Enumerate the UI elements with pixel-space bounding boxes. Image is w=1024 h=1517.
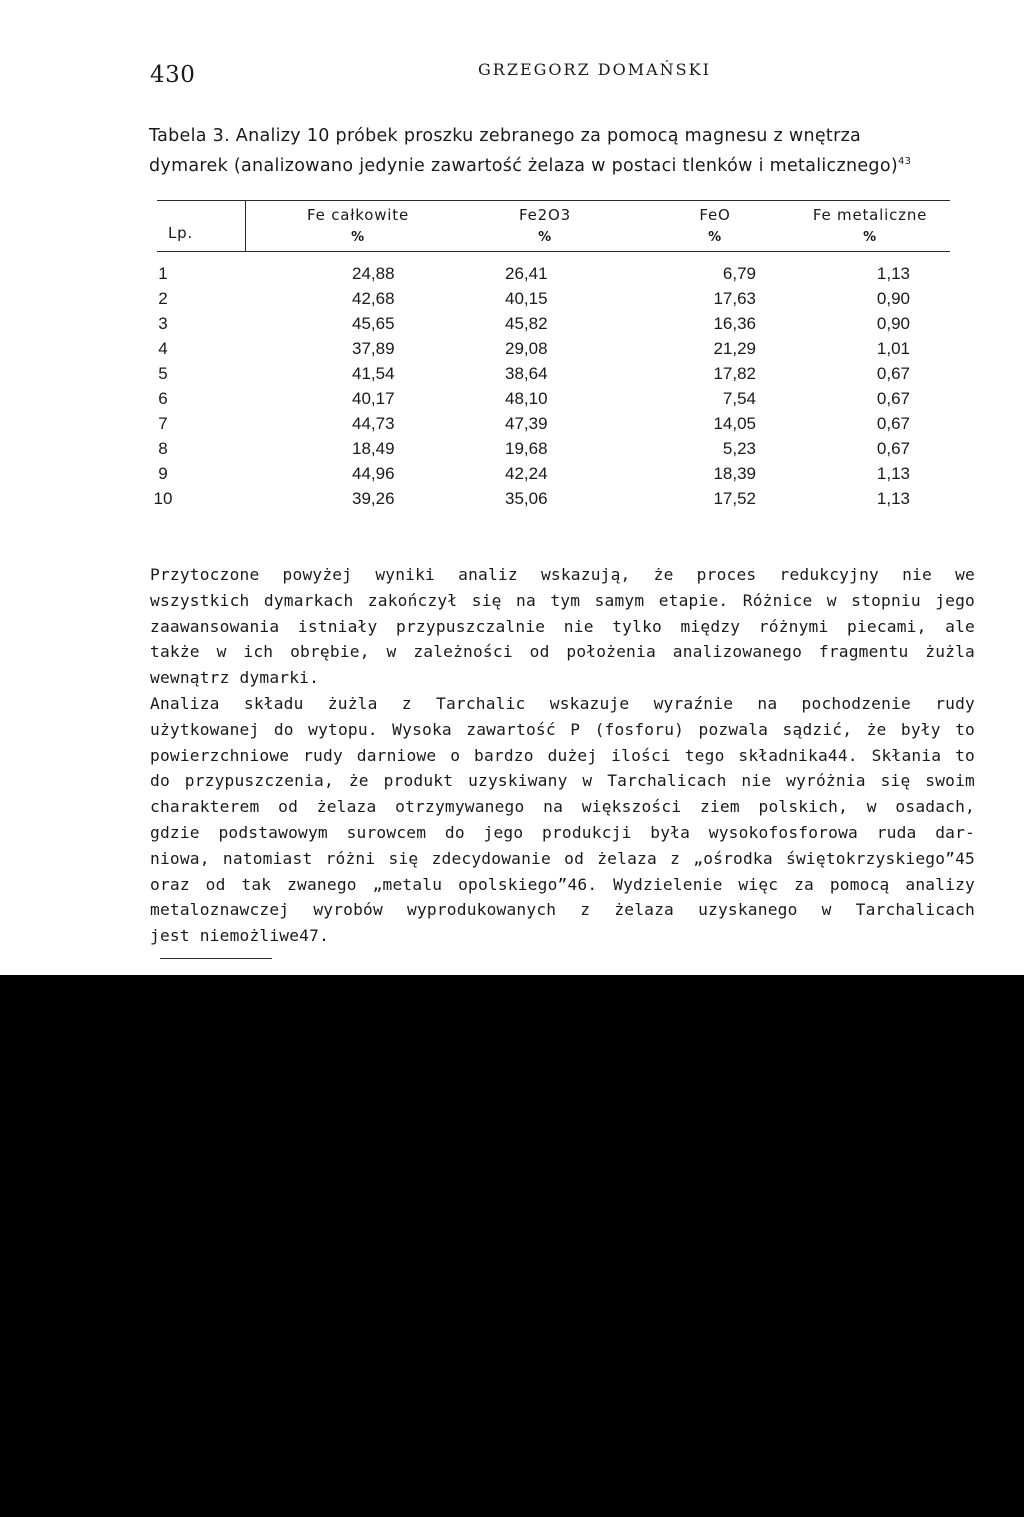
cell-feo: 18,39 (713, 464, 756, 483)
cell-fe-metal: 0,67 (876, 414, 910, 433)
cell-feo: 14,05 (713, 414, 756, 433)
header-lp: Lp. (168, 224, 194, 242)
header-feo-label: FeO (699, 206, 731, 224)
cell-fe2o3: 40,15 (505, 289, 548, 308)
body-line: zaawansowania istniały przypuszczalnie nie tylko między różnymi piecami, ale (150, 616, 975, 636)
table-header-divider (245, 200, 246, 251)
cell-feo: 6,79 (722, 264, 756, 283)
body-line: wszystkich dymarkach zakończył się na tym samym etapie. Różnice w stopniu jego (150, 590, 975, 610)
cell-lp: 8 (158, 439, 168, 458)
body-line: powierzchniowe rudy darniowe o bardzo dużej ilości tego składnika44. Skłania to (150, 745, 975, 765)
caption-footnote-ref: 43 (897, 156, 912, 167)
table-header-rule (157, 251, 950, 252)
header-fe-metal-label: Fe metaliczne (812, 206, 928, 224)
cell-lp: 3 (158, 314, 168, 333)
table-top-rule (157, 200, 950, 201)
header-fe2o3 (505, 206, 585, 245)
table-row (150, 339, 910, 364)
cell-fe-metal: 0,90 (876, 289, 910, 308)
body-line: metaloznawczej wyrobów wyprodukowanych z żelaza uzyskanego w Tarchalicach (150, 900, 975, 920)
body-line: użytkowanej do wytopu. Wysoka zawartość P (fosforu) pozwala sądzić, że były to (150, 719, 975, 739)
cell-fe2o3: 35,06 (505, 489, 548, 508)
cell-lp: 5 (158, 364, 168, 383)
cell-fe2o3: 19,68 (505, 439, 548, 458)
cell-fe-metal: 0,90 (876, 314, 910, 333)
cell-fe-metal: 0,67 (876, 364, 910, 383)
body-line: do przypuszczenia, że produkt uzyskiwany w Tarchalicach nie wyróżnia się swoim (150, 771, 975, 791)
cell-fe2o3: 29,08 (505, 339, 548, 358)
page-number: 430 (150, 62, 196, 88)
cell-fe-metal: 1,13 (876, 489, 910, 508)
header-fe2o3-unit: % (538, 230, 552, 245)
running-head: GRZEGORZ DOMAŃSKI (478, 60, 711, 79)
table-row (150, 364, 910, 389)
footnote-separator (160, 958, 272, 959)
body-line: jest niemożliwe47. (150, 926, 330, 946)
table-row (150, 264, 910, 289)
cell-fe-total: 44,73 (352, 414, 395, 433)
cell-fe-metal: 0,67 (876, 389, 910, 408)
cell-fe-metal: 0,67 (876, 439, 910, 458)
cell-fe-total: 40,17 (352, 389, 395, 408)
cell-feo: 5,23 (722, 439, 756, 458)
header-feo (685, 206, 745, 245)
cell-fe2o3: 45,82 (505, 314, 548, 333)
cell-fe2o3: 42,24 (505, 464, 548, 483)
cell-lp: 4 (158, 339, 168, 358)
table-row (150, 389, 910, 414)
body-text (150, 562, 975, 949)
table-body (150, 264, 910, 514)
cell-feo: 17,63 (713, 289, 756, 308)
cell-fe-total: 41,54 (352, 364, 395, 383)
table-row (150, 314, 910, 339)
cell-fe-metal: 1,13 (876, 464, 910, 483)
cell-lp: 2 (158, 289, 168, 308)
body-line: niowa, natomiast różni się zdecydowanie od żelaza z „ośrodka świętokrzyskiego”45 (150, 848, 975, 868)
table-row (150, 414, 910, 439)
cell-lp: 10 (153, 489, 173, 508)
body-line: wewnątrz dymarki. (150, 668, 320, 688)
cell-feo: 21,29 (713, 339, 756, 358)
cell-fe-total: 39,26 (352, 489, 395, 508)
table-row (150, 439, 910, 464)
cell-fe-total: 45,65 (352, 314, 395, 333)
header-feo-unit: % (708, 230, 722, 245)
cell-feo: 17,52 (713, 489, 756, 508)
header-fe-metal-unit: % (863, 230, 877, 245)
body-line: także w ich obrębie, w zależności od położenia analizowanego fragmentu żużla (150, 642, 975, 662)
cell-fe-total: 44,96 (352, 464, 395, 483)
cell-feo: 16,36 (713, 314, 756, 333)
cell-lp: 7 (158, 414, 168, 433)
cell-lp: 1 (158, 264, 168, 283)
cell-fe-metal: 1,13 (876, 264, 910, 283)
table-row (150, 289, 910, 314)
cell-feo: 7,54 (722, 389, 756, 408)
cell-lp: 9 (158, 464, 168, 483)
header-fe-total (288, 206, 428, 245)
table-caption (149, 123, 1007, 179)
table-row (150, 489, 910, 514)
caption-line-2-text: dymarek (analizowano jedynie zawartość żelaza w postaci tlenków i metalicznego) (149, 155, 898, 176)
table-row (150, 464, 910, 489)
cell-fe2o3: 48,10 (505, 389, 548, 408)
cell-fe-metal: 1,01 (876, 339, 910, 358)
caption-line-2 (149, 149, 1007, 179)
body-line: charakterem od żelaza otrzymywanego na większości ziem polskich, w osadach, (150, 797, 975, 817)
cell-fe-total: 42,68 (352, 289, 395, 308)
cell-fe-total: 37,89 (352, 339, 395, 358)
body-line: gdzie podstawowym surowcem do jego produkcji była wysokofosforowa ruda dar- (150, 822, 975, 842)
cell-fe2o3: 38,64 (505, 364, 548, 383)
header-fe2o3-label: Fe2O3 (519, 206, 571, 224)
header-fe-metal (810, 206, 930, 245)
cell-fe2o3: 26,41 (505, 264, 548, 283)
cell-lp: 6 (158, 389, 168, 408)
cell-fe2o3: 47,39 (505, 414, 548, 433)
cell-feo: 17,82 (713, 364, 756, 383)
header-fe-total-label: Fe całkowite (307, 206, 409, 224)
body-line: oraz od tak zwanego „metalu opolskiego”46. Wydzielenie więc za pomocą analizy (150, 874, 975, 894)
cell-fe-total: 18,49 (352, 439, 395, 458)
body-line: Analiza składu żużla z Tarchalic wskazuje wyraźnie na pochodzenie rudy (150, 693, 975, 713)
header-fe-total-unit: % (351, 230, 365, 245)
cell-fe-total: 24,88 (352, 264, 395, 283)
body-line: Przytoczone powyżej wyniki analiz wskazują, że proces redukcyjny nie we (150, 565, 975, 584)
caption-line-1: Tabela 3. Analizy 10 próbek proszku zebranego za pomocą magnesu z wnętrza (149, 126, 862, 146)
